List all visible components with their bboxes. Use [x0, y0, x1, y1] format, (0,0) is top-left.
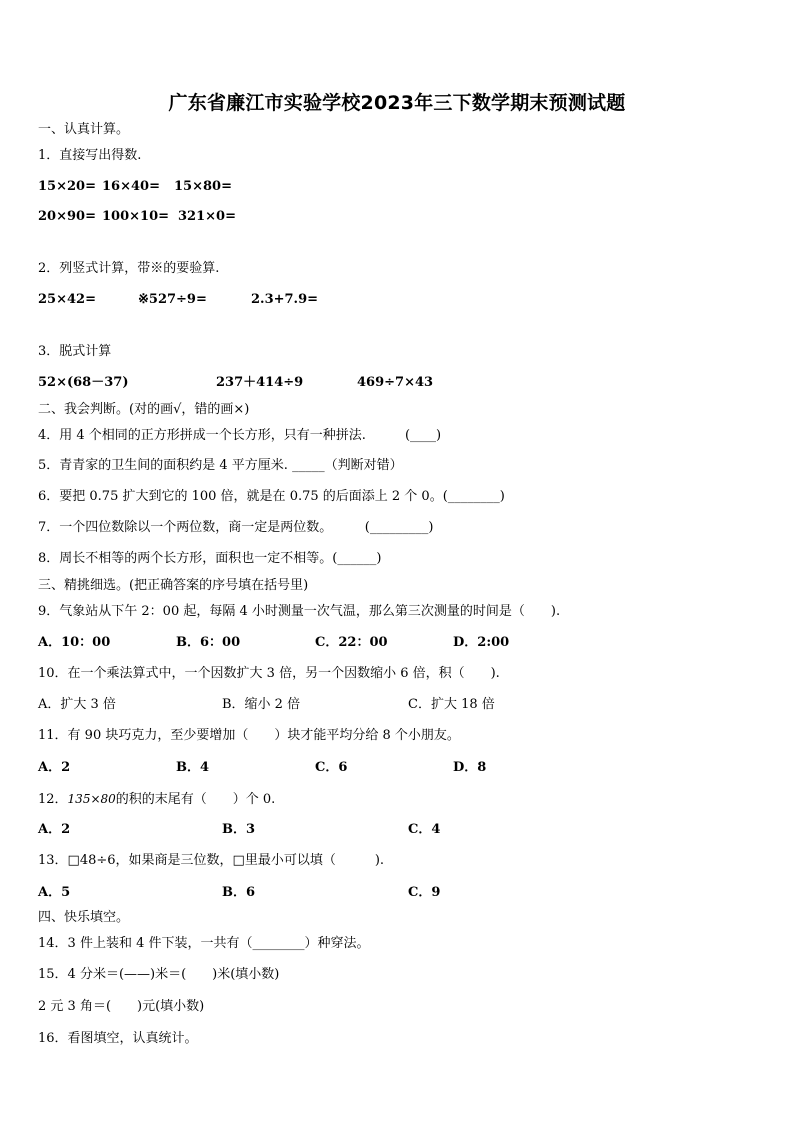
question-12-stem — [38, 791, 275, 808]
question-11-stem: 11．有 90 块巧克力，至少要增加（ ）块才能平均分给 8 个小朋友。 — [38, 728, 460, 743]
q9-option-b: B．6：00 — [176, 635, 241, 650]
question-10-stem: 10．在一个乘法算式中，一个因数扩大 3 倍，另一个因数缩小 6 倍，积（ ). — [38, 666, 500, 681]
q9-option-d: D．2:00 — [453, 635, 510, 650]
q1-item-1: 15×20= — [38, 179, 96, 194]
q2-item-2: ※527÷9= — [138, 292, 207, 307]
section-3-heading: 三、精挑细选。(把正确答案的序号填在括号里) — [38, 578, 309, 593]
q1-item-5: 100×10= — [102, 209, 170, 224]
q13-option-b: B．6 — [222, 885, 256, 900]
q11-option-a: A．2 — [38, 760, 71, 775]
q12-expression: 135×80 — [67, 792, 116, 806]
question-3-prompt: 3．脱式计算 — [38, 344, 112, 359]
q3-item-3: 469÷7×43 — [357, 375, 434, 390]
q3-item-2: 237＋414÷9 — [216, 375, 304, 390]
q2-item-3: 2.3+7.9= — [251, 292, 319, 307]
question-13-stem: 13．□48÷6，如果商是三位数，□里最小可以填（ ). — [38, 853, 385, 868]
q11-option-d: D．8 — [453, 760, 487, 775]
question-5: 5．青青家的卫生间的面积约是 4 平方厘米. _____（判断对错） — [38, 458, 403, 473]
section-2-heading: 二、我会判断。(对的画√，错的画×) — [38, 402, 250, 417]
q12-stem-rest: 的积的末尾有（ ）个 0. — [115, 792, 276, 807]
q12-option-b: B．3 — [222, 822, 256, 837]
q1-item-2: 16×40= — [102, 179, 160, 194]
q3-item-1: 52×(68－37) — [38, 375, 129, 390]
question-6: 6．要把 0.75 扩大到它的 100 倍，就是在 0.75 的后面添上 2 个 0。(________) — [38, 489, 505, 504]
q9-option-a: A．10：00 — [38, 635, 111, 650]
q10-option-b: B．缩小 2 倍 — [222, 697, 301, 712]
q11-option-b: B．4 — [176, 760, 210, 775]
exam-title: 广东省廉江市实验学校2023年三下数学期末预测试题 — [168, 92, 626, 114]
q12-number: 12． — [38, 792, 68, 807]
section-1-heading: 一、认真计算。 — [38, 122, 130, 137]
section-4-heading: 四、快乐填空。 — [38, 910, 130, 925]
q12-option-a: A．2 — [38, 822, 71, 837]
question-8: 8．周长不相等的两个长方形，面积也一定不相等。(______) — [38, 551, 382, 566]
question-15-part-1: 15．4 分米＝(——)米＝( )米(填小数) — [38, 967, 280, 982]
q11-option-c: C．6 — [315, 760, 348, 775]
q9-option-c: C．22：00 — [315, 635, 388, 650]
q2-item-1: 25×42= — [38, 292, 96, 307]
q1-item-6: 321×0= — [178, 209, 236, 224]
question-2-prompt: 2．列竖式计算，带※的要验算. — [38, 261, 220, 276]
question-9-stem: 9．气象站从下午 2：00 起，每隔 4 小时测量一次气温，那么第三次测量的时间是（ ). — [38, 604, 561, 619]
question-4: 4．用 4 个相同的正方形拼成一个长方形，只有一种拼法. (____) — [38, 428, 442, 443]
q1-item-3: 15×80= — [174, 179, 232, 194]
q1-item-4: 20×90= — [38, 209, 96, 224]
question-7: 7．一个四位数除以一个两位数，商一定是两位数。 (_________) — [38, 520, 434, 535]
question-1-prompt: 1．直接写出得数. — [38, 148, 142, 163]
question-15-part-2: 2 元 3 角＝( )元(填小数) — [38, 999, 205, 1014]
q13-option-a: A．5 — [38, 885, 71, 900]
q13-option-c: C．9 — [408, 885, 441, 900]
q10-option-c: C．扩大 18 倍 — [408, 697, 495, 712]
question-16: 16．看图填空，认真统计。 — [38, 1031, 198, 1046]
q10-option-a: A．扩大 3 倍 — [38, 697, 116, 712]
question-14: 14．3 件上装和 4 件下装，一共有（________）种穿法。 — [38, 936, 370, 951]
q12-option-c: C．4 — [408, 822, 441, 837]
